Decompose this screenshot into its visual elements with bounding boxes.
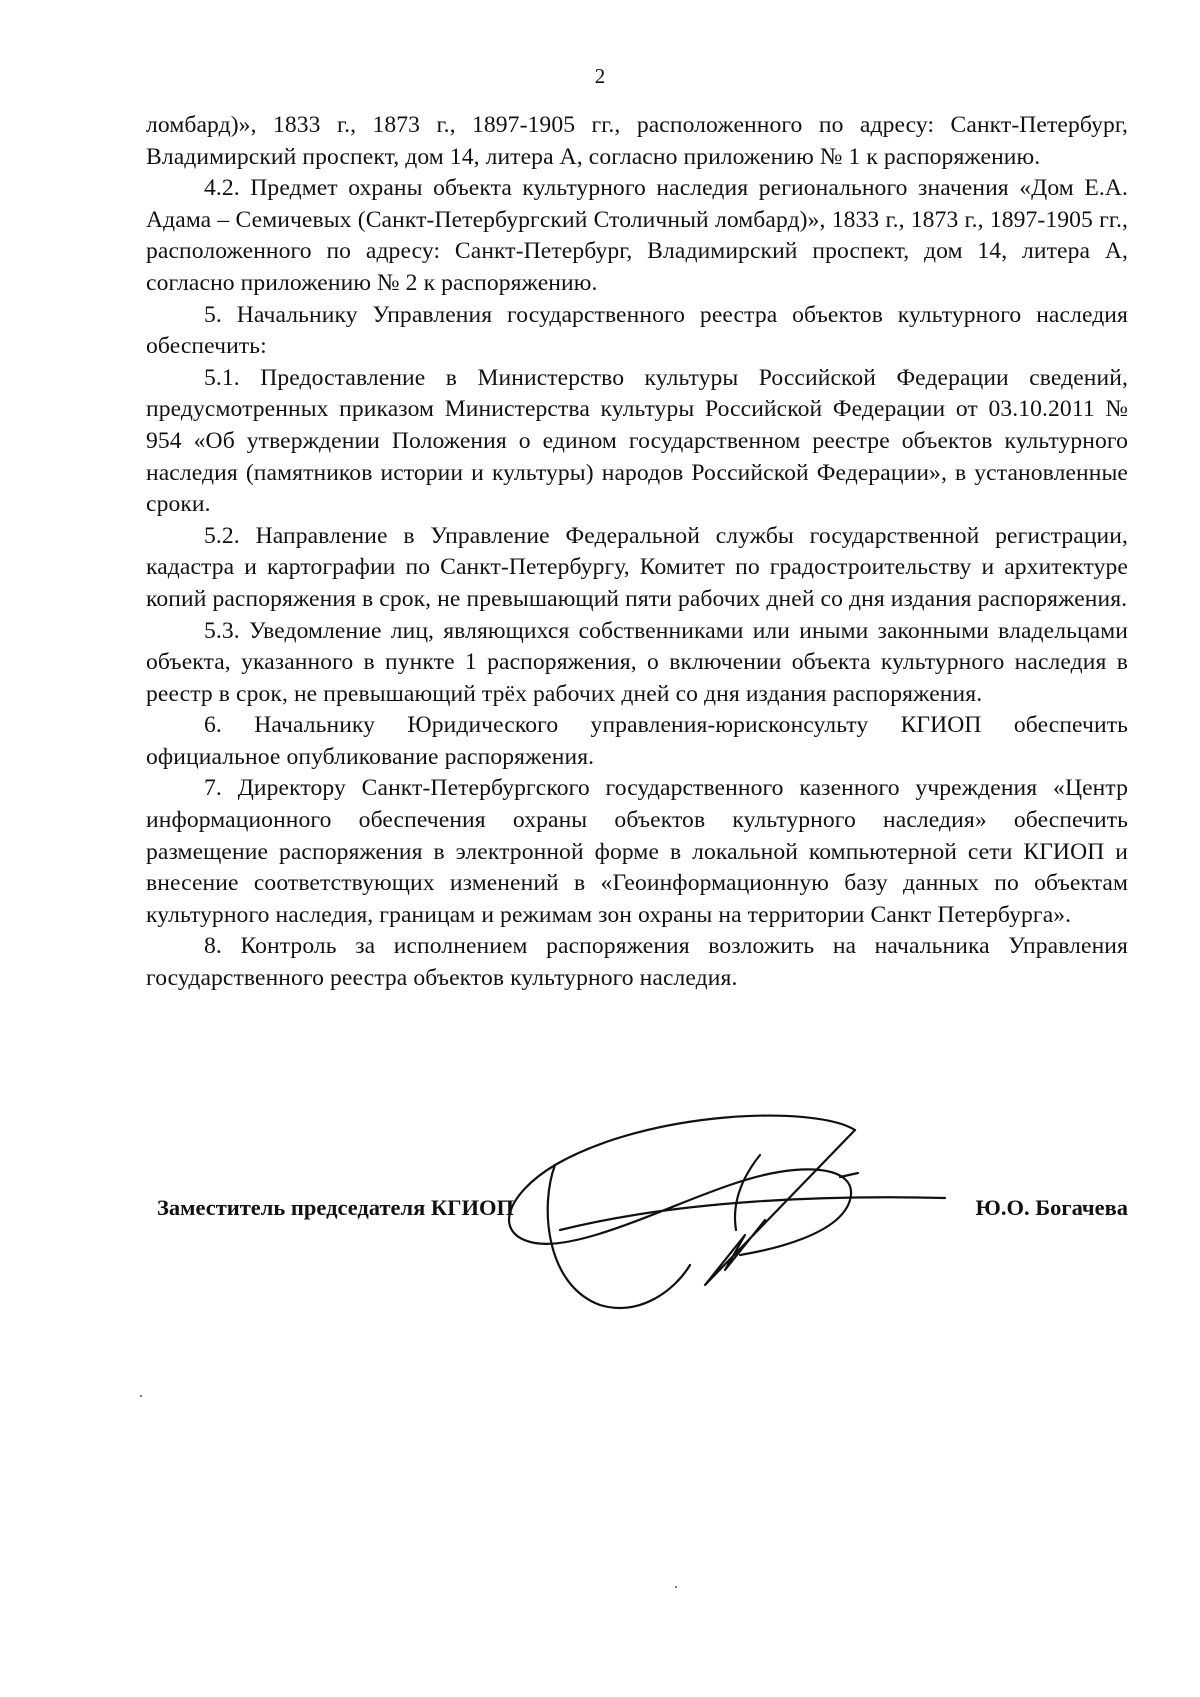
paragraph-5-3: 5.3. Уведомление лиц, являющихся собственниками или иными законными владельцами объекта, указанного в пункте 1 распоряжения, о включении объекта культурного наследия в реестр в срок, не превышающий трёх рабочих дней со дня издания распоряжения.: [146, 617, 1128, 707]
handwritten-signature-icon: [500, 1085, 960, 1320]
page-number: 2: [594, 64, 606, 88]
paragraph-5-1: 5.1. Предоставление в Министерство культуры Российской Федерации сведений, предусмотренных приказом Министерства культуры Российской Федерации от 03.10.2011 № 954 «Об утверждении Положения о едином государственном реестре объектов культурного наследия (памятников истории и культуры) народов Российской Федерации», в установленные сроки.: [146, 364, 1128, 518]
paragraph-5-2: 5.2. Направление в Управление Федеральной службы государственной регистрации, кадастра и картографии по Санкт-Петербургу, Комитет по градостроительству и архитектуре копий распоряжения в срок, не превышающий пяти рабочих дней со дня издания распоряжения.: [146, 522, 1128, 612]
paragraph-4-1-continuation: ломбард)», 1833 г., 1873 г., 1897-1905 гг., расположенного по адресу: Санкт-Петербург, Владимирский проспект, дом 14, литера А, согласно приложению № 1 к распоряжению.: [146, 112, 1128, 170]
scan-speck: [675, 1586, 677, 1588]
scan-speck: [140, 1395, 142, 1397]
paragraph-5: 5. Начальнику Управления государственного реестра объектов культурного наследия обеспечить:: [146, 301, 1128, 360]
paragraph-7: 7. Директору Санкт-Петербургского государственного казенного учреждения «Центр информационного обеспечения охраны объектов культурного наследия» обеспечить размещение распоряжения в электронной форме в локальной компьютерной сети КГИОП и внесение соответствующих изменений в «Геоинформационную базу данных по объектам культурного наследия, границам и режимам зон охраны на территории Санкт Петербурга».: [146, 775, 1128, 928]
paragraph-4-2: 4.2. Предмет охраны объекта культурного наследия регионального значения «Дом Е.А. Адама – Семичевых (Санкт-Петербургский Столичный ломбард)», 1833 г., 1873 г., 1897-1905 гг., расположенного по адресу: Санкт-Петербург, Владимирский проспект, дом 14, литера А, согласно приложению № 2 к распоряжению.: [146, 175, 1128, 296]
paragraph-6: 6. Начальнику Юридического управления-юрисконсульту КГИОП обеспечить официальное опубликование распоряжения.: [146, 712, 1128, 770]
paragraph-8: 8. Контроль за исполнением распоряжения возложить на начальника Управления государственного реестра объектов культурного наследия.: [146, 933, 1128, 992]
signatory-position: Заместитель председателя КГИОП: [157, 1195, 515, 1220]
signatory-name: Ю.О. Богачева: [975, 1195, 1128, 1220]
